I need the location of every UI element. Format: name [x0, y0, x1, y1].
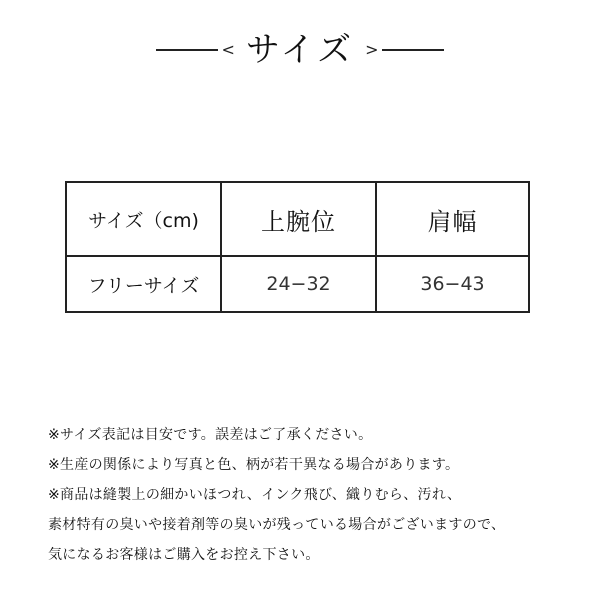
- header-size-cm: サイズ（cm): [66, 182, 221, 256]
- table-row: [66, 256, 529, 312]
- section-title: [0, 22, 600, 78]
- table-header-row: [66, 182, 529, 256]
- title-left-bracket: <: [221, 40, 235, 59]
- title-left-line: [156, 49, 218, 51]
- note-line: ※生産の関係により写真と色、柄が若干異なる場合があります。: [48, 457, 460, 473]
- notes-block: [48, 420, 578, 570]
- title-right-bracket: >: [365, 40, 379, 59]
- row-upper-arm-value: 24−32: [221, 256, 376, 312]
- title-right-line: [382, 49, 444, 51]
- row-shoulder-width-value: 36−43: [376, 256, 529, 312]
- note-line: 素材特有の臭いや接着剤等の臭いが残っている場合がございますので、: [48, 517, 506, 533]
- header-upper-arm: 上腕位: [221, 182, 376, 256]
- note-line: ※サイズ表記は目安です。誤差はご了承ください。: [48, 427, 373, 443]
- size-table: [65, 181, 530, 313]
- note-line: 気になるお客様はご購入をお控え下さい。: [48, 547, 320, 563]
- note-line: ※商品は縫製上の細かいほつれ、インク飛び、織りむら、汚れ、: [48, 487, 462, 503]
- row-size-label: フリーサイズ: [66, 256, 221, 312]
- header-shoulder-width: 肩幅: [376, 182, 529, 256]
- title-text: サイズ: [245, 30, 355, 70]
